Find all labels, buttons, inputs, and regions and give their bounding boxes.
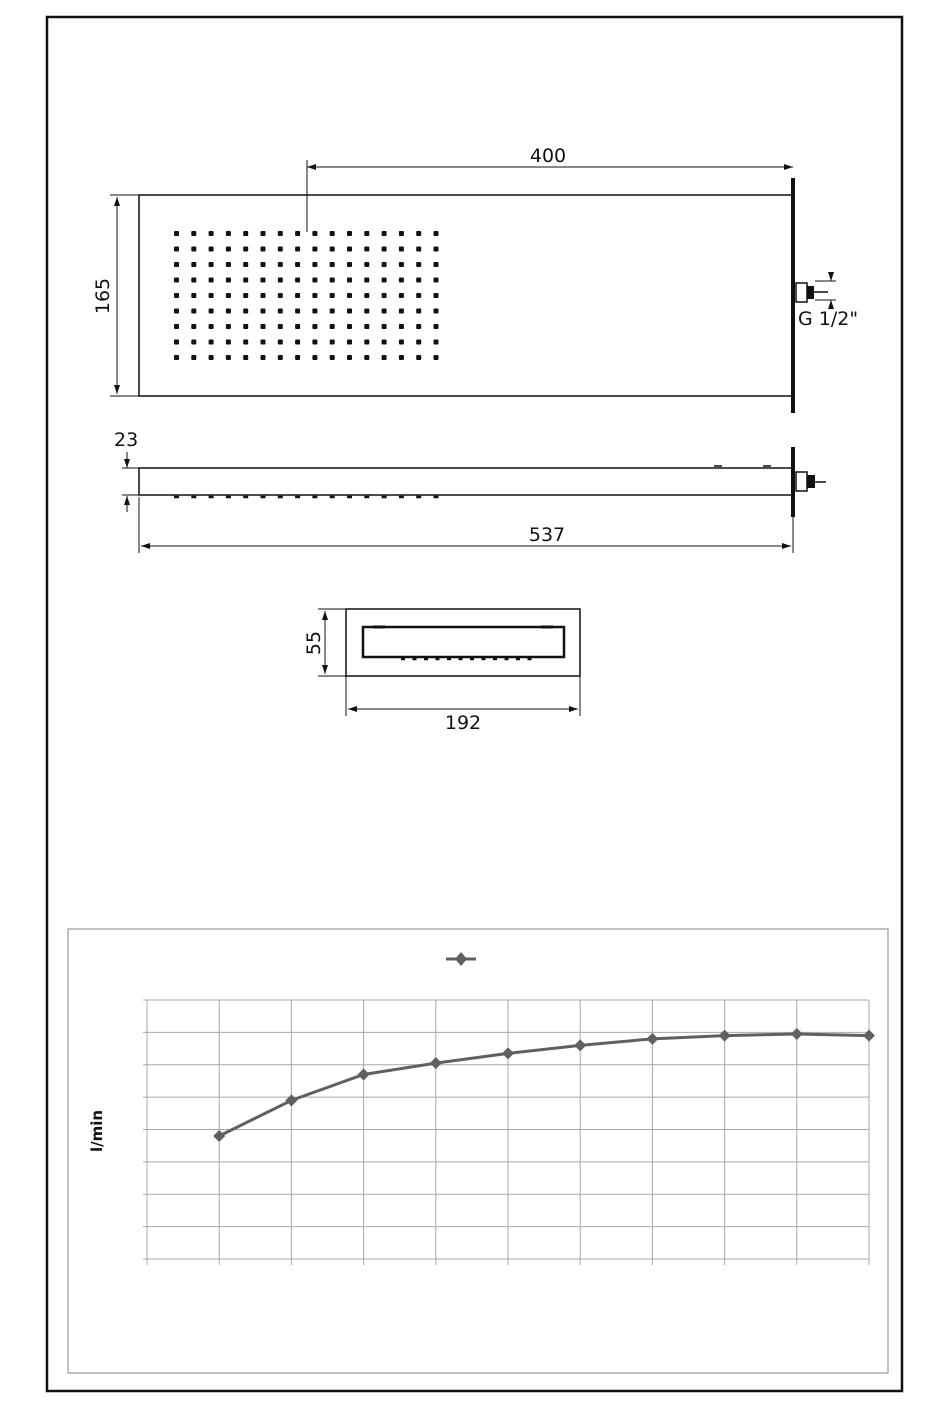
nozzle (243, 355, 248, 360)
nozzle (347, 355, 352, 360)
nozzle (278, 355, 283, 360)
nozzle (416, 231, 421, 236)
nozzle (434, 309, 439, 314)
nozzle (191, 231, 196, 236)
nozzle (278, 293, 283, 298)
nozzle (364, 355, 369, 360)
chart-frame (68, 929, 888, 1373)
nozzle (364, 309, 369, 314)
nozzle (261, 293, 266, 298)
nozzle (278, 231, 283, 236)
nozzle (364, 231, 369, 236)
nozzle (209, 309, 214, 314)
nozzle (174, 309, 179, 314)
nozzle (261, 247, 266, 252)
nozzle (278, 278, 283, 283)
nozzle (330, 355, 335, 360)
nozzle (382, 278, 387, 283)
nozzle (312, 324, 317, 329)
nozzle (330, 247, 335, 252)
nozzle (243, 278, 248, 283)
nozzle (226, 262, 231, 267)
nozzle (382, 293, 387, 298)
top-view-body (139, 195, 793, 396)
nozzle (382, 247, 387, 252)
nozzle (399, 262, 404, 267)
nozzle-grid (174, 231, 439, 360)
nozzle (191, 247, 196, 252)
nozzle (295, 309, 300, 314)
dim-192-label: 192 (444, 712, 482, 734)
nozzle (243, 231, 248, 236)
nozzle (382, 309, 387, 314)
nozzle (399, 278, 404, 283)
nozzle (174, 293, 179, 298)
nozzle (226, 293, 231, 298)
nozzle (312, 355, 317, 360)
nozzle (399, 324, 404, 329)
nozzle (174, 340, 179, 345)
nozzle (330, 293, 335, 298)
nozzle (347, 340, 352, 345)
end-view-plate (346, 609, 580, 676)
threaded-connector (796, 283, 828, 302)
nozzle (191, 293, 196, 298)
nozzle (295, 324, 300, 329)
nozzle (330, 309, 335, 314)
nozzle (399, 247, 404, 252)
nozzle (261, 324, 266, 329)
nozzle (261, 262, 266, 267)
nozzle (434, 231, 439, 236)
nozzle (382, 231, 387, 236)
nozzle (312, 309, 317, 314)
nozzle (382, 262, 387, 267)
nozzle (416, 309, 421, 314)
nozzle (209, 247, 214, 252)
nozzle (261, 340, 266, 345)
nozzle (209, 340, 214, 345)
nozzle (399, 293, 404, 298)
nozzle (416, 262, 421, 267)
flow-rate-chart (68, 929, 888, 1373)
nozzle (330, 231, 335, 236)
nozzle (364, 340, 369, 345)
end-view (303, 609, 580, 734)
dim-55-label: 55 (303, 630, 325, 656)
nozzle (226, 247, 231, 252)
nozzle (382, 324, 387, 329)
nozzle (347, 231, 352, 236)
nozzle (174, 324, 179, 329)
nozzle (295, 340, 300, 345)
nozzle (278, 340, 283, 345)
nozzle (174, 231, 179, 236)
dim-23-label: 23 (114, 429, 139, 451)
nozzle (226, 309, 231, 314)
nozzle (312, 340, 317, 345)
nozzle (312, 293, 317, 298)
nozzle (416, 355, 421, 360)
thread-size-label: G 1/2" (798, 308, 859, 330)
nozzle (434, 324, 439, 329)
nozzle (295, 355, 300, 360)
nozzle (416, 247, 421, 252)
dim-400-label: 400 (529, 145, 567, 167)
nozzle (416, 324, 421, 329)
nozzle (382, 340, 387, 345)
nozzle (295, 247, 300, 252)
nozzle (364, 293, 369, 298)
nozzle (312, 262, 317, 267)
y-axis-label: l/min (88, 1109, 106, 1153)
nozzle (399, 340, 404, 345)
nozzle (295, 262, 300, 267)
nozzle (330, 340, 335, 345)
nozzle (278, 324, 283, 329)
nozzle (399, 355, 404, 360)
nozzle (416, 278, 421, 283)
nozzle (261, 278, 266, 283)
nozzle (209, 278, 214, 283)
nozzle (295, 278, 300, 283)
nozzle (434, 340, 439, 345)
nozzle (347, 324, 352, 329)
nozzle (226, 340, 231, 345)
nozzle (191, 340, 196, 345)
nozzle (209, 231, 214, 236)
nozzle (434, 262, 439, 267)
nozzle (191, 355, 196, 360)
nozzle (209, 293, 214, 298)
nozzle (278, 262, 283, 267)
nozzle (399, 309, 404, 314)
nozzle (174, 278, 179, 283)
top-view (92, 145, 858, 413)
nozzle (191, 262, 196, 267)
nozzle (243, 262, 248, 267)
nozzle (434, 278, 439, 283)
nozzle (191, 309, 196, 314)
nozzle (226, 324, 231, 329)
nozzle (347, 293, 352, 298)
nozzle (261, 231, 266, 236)
nozzle (174, 262, 179, 267)
nozzle (416, 340, 421, 345)
nozzle (364, 278, 369, 283)
nozzle (226, 278, 231, 283)
nozzle (209, 262, 214, 267)
nozzle (416, 293, 421, 298)
nozzle (226, 231, 231, 236)
nozzle (243, 293, 248, 298)
nozzle (174, 355, 179, 360)
nozzle (261, 355, 266, 360)
nozzle (434, 293, 439, 298)
nozzle (382, 355, 387, 360)
nozzle (312, 231, 317, 236)
nozzle (347, 309, 352, 314)
dim-165-label: 165 (92, 277, 114, 315)
nozzle (364, 324, 369, 329)
nozzle (347, 262, 352, 267)
nozzle (278, 309, 283, 314)
nozzle (226, 355, 231, 360)
nozzle (330, 278, 335, 283)
end-view-head (363, 627, 564, 657)
nozzle (243, 324, 248, 329)
nozzle (330, 262, 335, 267)
side-view (114, 429, 826, 553)
nozzle (209, 355, 214, 360)
nozzle (191, 278, 196, 283)
nozzle (243, 309, 248, 314)
nozzle (295, 231, 300, 236)
nozzle (209, 324, 214, 329)
nozzle (174, 247, 179, 252)
nozzle (330, 324, 335, 329)
nozzle (243, 247, 248, 252)
nozzle (278, 247, 283, 252)
nozzle (261, 309, 266, 314)
nozzle (191, 324, 196, 329)
nozzle (399, 231, 404, 236)
nozzle (347, 247, 352, 252)
dim-537-label: 537 (528, 524, 566, 546)
nozzle (347, 278, 352, 283)
nozzle (243, 340, 248, 345)
side-view-body (139, 468, 793, 495)
nozzle (364, 262, 369, 267)
nozzle (312, 278, 317, 283)
nozzle (295, 293, 300, 298)
nozzle (312, 247, 317, 252)
nozzle (434, 355, 439, 360)
nozzle (364, 247, 369, 252)
nozzle (434, 247, 439, 252)
